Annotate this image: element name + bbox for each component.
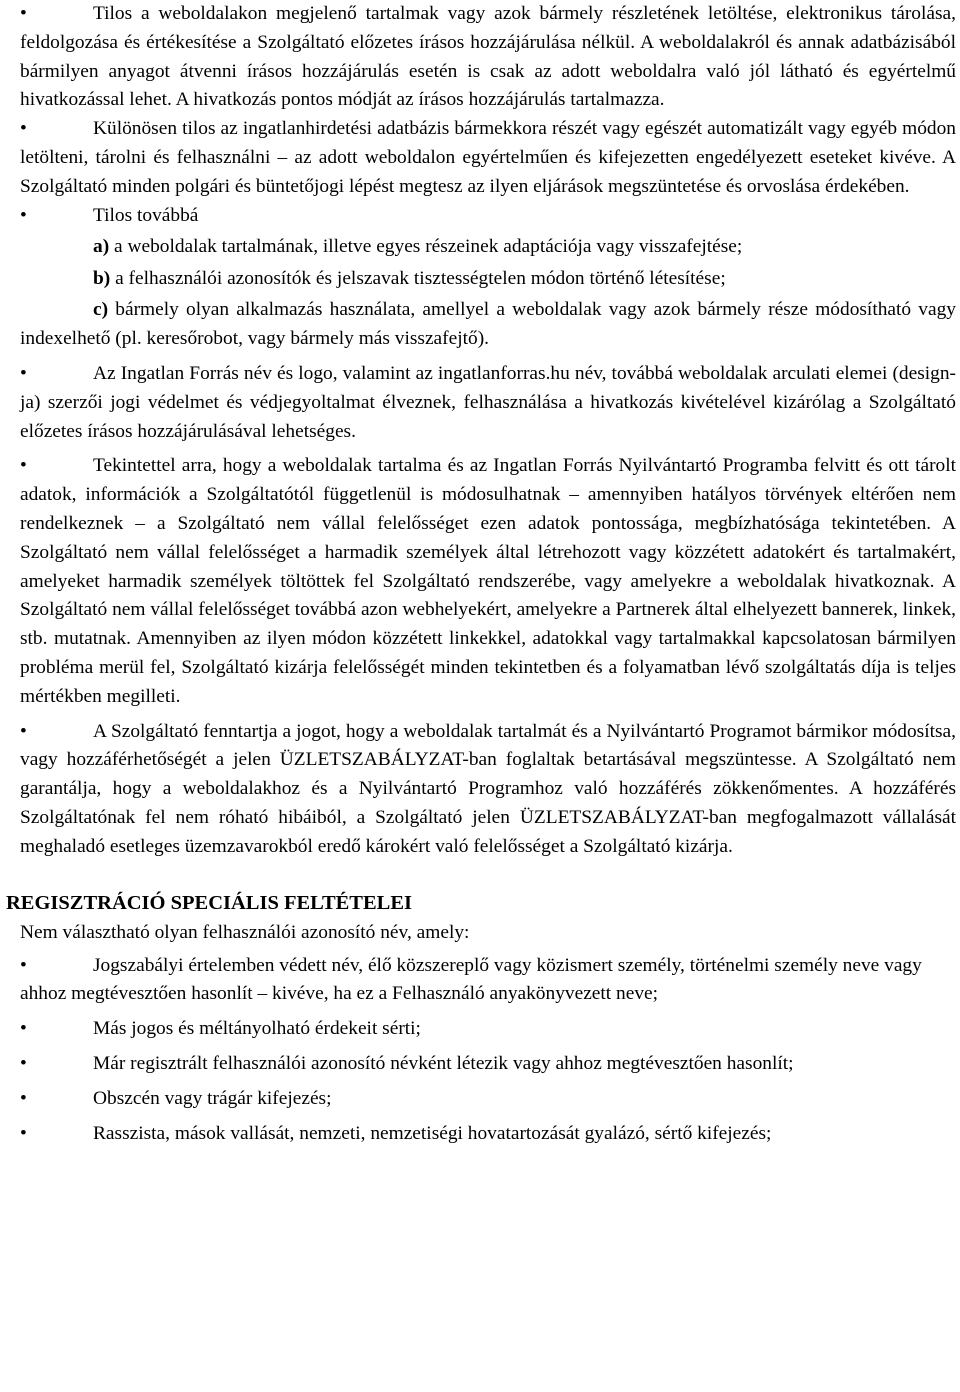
list-item-text: Már regisztrált felhasználói azonosító névként létezik vagy ahhoz megtévesztően hasonlít; bbox=[93, 1052, 794, 1074]
paragraph-modification-rights bbox=[20, 718, 956, 862]
paragraph-text: Tekintettel arra, hogy a weboldalak tartalma és az Ingatlan Forrás Nyilvántartó Programba felvitt és ott tárolt adatok, információk a Szolgáltatótól függetlenül is módosulhatnak – amennyiben hatályos törvények eltérően nem rendelkeznek – a Szolgáltató nem vállal felelősséget ezen adatok pontossága, megbízhatósága tekintetében. A Szolgáltató nem vállal felelősséget a harmadik személyek által létrehozott vagy közzétett adatokért és tartalmakért, amelyeket harmadik személyek töltöttek fel Szolgáltató rendszerébe, vagy amelyekre a weboldalak hivatkoznak. A Szolgáltató nem vállal felelősséget továbbá azon webhelyekért, amelyekre a Partnerek által elhelyezett bannerek, linkek, stb. mutatnak. Amennyiben az ilyen módon közzétett linkekkel, adatokkal vagy tartalmakkal kapcsolatosan bármilyen probléma merül fel, Szolgáltató kizárja felelősségét minden tekintetben és a folyamatban lévő szolgáltatás díja is teljes mértékben megilleti. bbox=[20, 455, 956, 707]
paragraph-liability-disclaimer bbox=[20, 452, 956, 711]
list-item bbox=[20, 1120, 956, 1149]
paragraph-text: Tilos a weboldalakon megjelenő tartalmak vagy azok bármely részletének letöltése, elektronikus tárolása, feldolgozása és értékesítése a Szolgáltató előzetes írásos hozzájárulása nélkül. A weboldalakról és annak adatbázisából bármilyen anyagot átvenni írásos hozzájárulás esetén is csak az adott weboldalra való jól látható és egyértelmű hivatkozással lehet. A hivatkozás pontos módját az írásos hozzájárulás tartalmazza. bbox=[20, 3, 956, 111]
list-item-text: Jogszabályi értelemben védett név, élő közszereplő vagy közismert személy, történelmi személy neve vagy ahhoz megtévesztően hasonlít – kivéve, ha ez a Felhasználó anyakönyvezett neve; bbox=[20, 954, 922, 1005]
paragraph-database-prohibition bbox=[20, 115, 956, 201]
section-heading: REGISZTRÁCIÓ SPECIÁLIS FELTÉTELEI bbox=[6, 891, 412, 914]
sub-item-b bbox=[20, 264, 956, 294]
bullet-icon: • bbox=[20, 720, 27, 742]
bullet-icon: • bbox=[20, 3, 27, 24]
bullet-icon: • bbox=[20, 455, 27, 477]
paragraph-further-prohibitions bbox=[20, 202, 956, 231]
paragraph-text: Különösen tilos az ingatlanhirdetési adatbázis bármekkora részét vagy egészét automatizált vagy egyéb módon letölteni, tárolni és felhasználni – az adott weboldalon egyértelműen és kifejezetten engedélyezett eseteket kivéve. A Szolgáltató minden polgári és büntetőjogi lépést megtesz az ilyen eljárások megszüntetése és orvoslása érdekében. bbox=[20, 118, 956, 197]
list-item bbox=[20, 952, 956, 1010]
sub-item-a bbox=[20, 232, 956, 262]
bullet-icon: • bbox=[20, 1122, 27, 1144]
list-item-text: Rasszista, mások vallását, nemzeti, nemzetiségi hovatartozását gyalázó, sértő kifejezés; bbox=[93, 1122, 772, 1144]
section-intro: Nem választható olyan felhasználói azonosító név, amely: bbox=[20, 921, 470, 943]
paragraph-text: Tilos továbbá bbox=[93, 204, 199, 226]
bullet-icon: • bbox=[20, 362, 27, 384]
paragraph-brand-protection bbox=[20, 360, 956, 446]
paragraph-text: Az Ingatlan Forrás név és logo, valamint az ingatlanforras.hu név, továbbá weboldalak arculati elemei (design-ja) szerzői jogi védelmet és védjegyoltalmat élveznek, felhasználása a hivatkozás kivételével kizárólag a Szolgáltató előzetes írásos hozzájárulásával lehetséges. bbox=[20, 362, 956, 442]
list-item-text: Obszcén vagy trágár kifejezés; bbox=[93, 1087, 332, 1109]
bullet-icon: • bbox=[20, 1052, 27, 1074]
list-item bbox=[20, 1050, 956, 1079]
bullet-icon: • bbox=[20, 1018, 27, 1040]
paragraph-download-prohibition bbox=[20, 0, 956, 115]
list-item bbox=[20, 1015, 956, 1044]
sub-item-label: c) bbox=[93, 299, 109, 321]
sub-item-label: a) bbox=[93, 236, 110, 258]
bullet-icon: • bbox=[20, 204, 27, 226]
sub-item-text: a felhasználói azonosítók és jelszavak tisztességtelen módon történő létesítése; bbox=[110, 268, 726, 290]
list-item bbox=[20, 1085, 956, 1114]
list-item-text: Más jogos és méltányolható érdekeit sérti; bbox=[93, 1018, 421, 1040]
sub-item-text: bármely olyan alkalmazás használata, amellyel a weboldalak vagy azok bármely része módosítható vagy indexelhető (pl. keresőrobot, vagy bármely más visszafejtő). bbox=[20, 299, 956, 350]
bullet-icon: • bbox=[20, 1087, 27, 1109]
paragraph-text: A Szolgáltató fenntartja a jogot, hogy a weboldalak tartalmát és a Nyilvántartó Programot bármikor módosítsa, vagy hozzáférhetőségét a jelen ÜZLETSZABÁLYZAT-ban foglaltak betartásával megszüntesse. A Szolgáltató nem garantálja, hogy a weboldalakhoz és a Nyilvántartó Programhoz való hozzáférés zökkenőmentes. A hozzáférés Szolgáltatónak fel nem róható hibáiból, a Szolgáltató jelen ÜZLETSZABÁLYZAT-ban megfogalmazott vállalását meghaladó esetleges üzemzavarokból eredő károkért való felelősséget a Szolgáltató kizárja. bbox=[20, 720, 956, 857]
sub-item-label: b) bbox=[93, 268, 111, 290]
sub-item-c bbox=[20, 296, 956, 354]
bullet-icon: • bbox=[20, 118, 27, 140]
bullet-icon: • bbox=[20, 954, 27, 976]
sub-item-text: a weboldalak tartalmának, illetve egyes részeinek adaptációja vagy visszafejtése; bbox=[109, 236, 743, 258]
